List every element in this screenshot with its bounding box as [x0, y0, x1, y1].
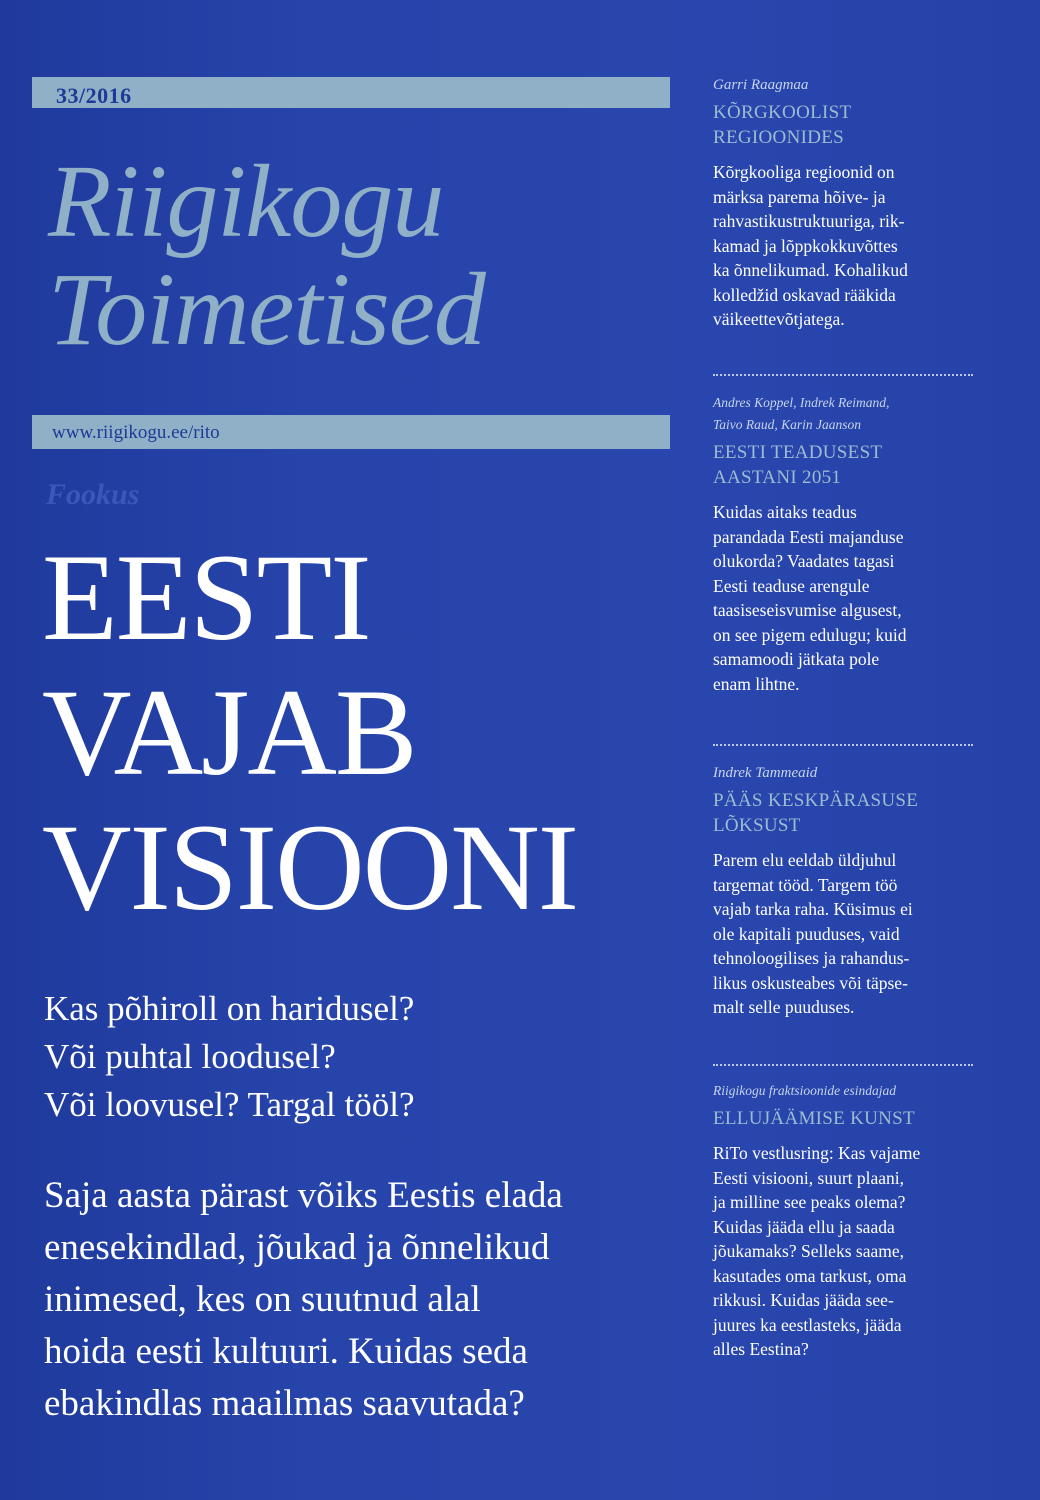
article-author: Indrek Tammeaid [713, 765, 818, 781]
title-line: Toimetised [48, 252, 485, 367]
summary-line: Eesti teaduse arengule [713, 575, 870, 596]
cover-headline [42, 530, 577, 935]
author-line: Taivo Raud, Karin Jaanson [713, 417, 862, 432]
article-title-line: PÄÄS KESKPÄRASUSE [713, 790, 919, 811]
summary-line: parandada Eesti majanduse [713, 526, 904, 547]
article-title-line: KÕRGKOOLIST [713, 102, 852, 123]
summary-line: targemat tööd. Targem töö [713, 874, 898, 895]
question-line: Või loovusel? Targal tööl? [44, 1085, 415, 1124]
article-author [713, 392, 906, 436]
dotted-divider [713, 744, 973, 746]
summary-line: Kuidas jääda ellu ja saada [713, 1216, 895, 1237]
summary-line: jõukamaks? Selleks saame, [713, 1241, 904, 1261]
article-author: Garri Raagmaa [713, 77, 809, 93]
lead-line: enesekindlad, jõukad ja õnnelikud [44, 1227, 550, 1268]
article-teaser[interactable] [713, 392, 906, 696]
summary-line: vajab tarka raha. Küsimus ei [713, 899, 913, 919]
summary-line: kasutades oma tarkust, oma [713, 1265, 907, 1286]
question-line: Kas põhiroll on haridusel? [44, 989, 415, 1028]
article-teaser[interactable] [713, 74, 908, 332]
article-title-line: AASTANI 2051 [713, 467, 842, 488]
issue-number: 33/2016 [56, 83, 132, 108]
question-line: Või puhtal loodusel? [44, 1037, 336, 1076]
dotted-divider [713, 374, 973, 376]
summary-line: märksa parema hõive- ja [713, 186, 886, 207]
summary-line: Kõrgkooliga regioonid on [713, 162, 895, 182]
article-summary [713, 1141, 920, 1362]
article-title-line: ELLUJÄÄMISE KUNST [713, 1108, 915, 1129]
article-teaser[interactable] [713, 762, 918, 1020]
summary-line: enam lihtne. [713, 673, 800, 694]
website-url: www.riigikogu.ee/rito [52, 422, 220, 443]
summary-line: alles Eestina? [713, 1339, 809, 1359]
headline-line: EESTI [42, 529, 370, 666]
dotted-divider [713, 1064, 973, 1066]
summary-line: ka õnnelikumad. Kohalikud [713, 260, 908, 280]
article-title [713, 440, 906, 490]
summary-line: Eesti visiooni, suurt plaani, [713, 1167, 905, 1188]
article-title-line: EESTI TEADUSEST [713, 442, 883, 463]
lead-line: inimesed, kes on suutnud alal [44, 1279, 481, 1320]
summary-line: kamad ja lõppkokkuvõttes [713, 235, 898, 256]
article-title-line: REGIOONIDES [713, 127, 845, 148]
summary-line: RiTo vestlusring: Kas vajame [713, 1143, 921, 1163]
summary-line: juures ka eestlasteks, jääda [713, 1314, 902, 1335]
cover-lead-text [44, 1170, 563, 1430]
lead-line: ebakindlas maailmas saavutada? [44, 1383, 525, 1424]
summary-line: malt selle puuduses. [713, 997, 855, 1017]
headline-line: VAJAB [42, 664, 416, 801]
summary-line: Kuidas aitaks teadus [713, 502, 857, 522]
summary-line: olukorda? Vaadates tagasi [713, 551, 895, 571]
summary-line: samamoodi jätkata pole [713, 649, 880, 669]
focus-label: Fookus [46, 478, 140, 511]
cover-questions [44, 985, 415, 1129]
summary-line: likus oskusteabes või täpse- [713, 972, 908, 993]
magazine-title [48, 144, 485, 367]
summary-line: taasiseseisvumise algusest, [713, 600, 902, 620]
article-summary [713, 848, 918, 1020]
article-summary [713, 500, 906, 696]
summary-line: on see pigem edulugu; kuid [713, 624, 907, 645]
article-title [713, 1106, 920, 1131]
article-author: Riigikogu fraktsioonide esindajad [713, 1083, 896, 1098]
summary-line: väikeettevõtjatega. [713, 309, 845, 329]
lead-line: Saja aasta pärast võiks Eestis elada [44, 1175, 563, 1216]
article-teaser[interactable] [713, 1080, 920, 1362]
article-summary [713, 160, 908, 332]
summary-line: ole kapitali puuduses, vaid [713, 923, 900, 944]
summary-line: kolledžid oskavad rääkida [713, 284, 896, 305]
lead-line: hoida eesti kultuuri. Kuidas seda [44, 1331, 528, 1372]
headline-line: VISIOONI [42, 799, 578, 936]
article-title [713, 788, 918, 838]
article-title [713, 100, 908, 150]
summary-line: tehnoloogilises ja rahandus- [713, 948, 910, 968]
article-title-line: LÕKSUST [713, 815, 801, 836]
summary-line: rikkusi. Kuidas jääda see- [713, 1290, 894, 1310]
title-line: Riigikogu [48, 144, 444, 259]
summary-line: ja milline see peaks olema? [713, 1192, 906, 1212]
author-line: Andres Koppel, Indrek Reimand, [713, 395, 890, 410]
summary-line: rahvastikustruktuuriga, rik- [713, 211, 905, 231]
summary-line: Parem elu eeldab üldjuhul [713, 850, 897, 870]
